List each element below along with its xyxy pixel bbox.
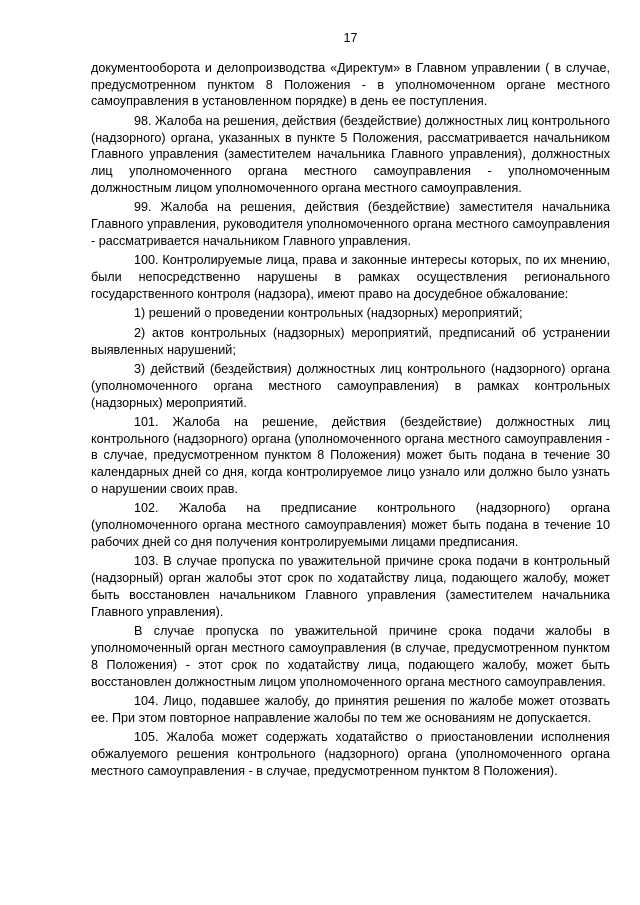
document-page: [91, 30, 610, 782]
paragraph: В случае пропуска по уважительной причине срока подачи жалобы в уполномоченный орган местного самоуправления (в случае, предусмотренном пунктом 8 Положения) - этот срок по ходатайству лица, подающего жалобу, может быть восстановлен должностным лицом уполномоченного органа местного самоуправления.: [91, 624, 610, 689]
paragraph: 102. Жалоба на предписание контрольного (надзорного) органа (уполномоченного органа местного самоуправления) может быть подана в течение 10 рабочих дней со дня получения контролируемыми лицами предписания.: [91, 501, 610, 550]
paragraph: 1) решений о проведении контрольных (надзорных) мероприятий;: [134, 306, 523, 321]
paragraph: 100. Контролируемые лица, права и законные интересы которых, по их мнению, были непосредственно нарушены в рамках осуществления регионального государственного контроля (надзора), имеют право на досудебное обжалование:: [91, 253, 610, 301]
paragraph: 98. Жалоба на решения, действия (бездействие) должностных лиц контрольного (надзорного) органа, указанных в пункте 5 Положения, рассматривается начальником Главного управления (заместителем начальника Главного управления), должностных лиц уполномоченного органа местного самоуправления - уполномоченным должностным лицом уполномоченного органа местного самоуправления.: [91, 113, 611, 195]
document-body: [91, 60, 610, 780]
paragraph: 103. В случае пропуска по уважительной причине срока подачи в контрольный (надзорный) орган жалобы этот срок по ходатайству лица, подающего жалобу, может быть восстановлен начальником Главного управления (заместителем начальника Главного управления).: [91, 554, 610, 619]
paragraph: 105. Жалоба может содержать ходатайство о приостановлении исполнения обжалуемого решения контрольного (надзорного) органа (уполномоченного органа местного самоуправления - в случае, предусмотренном пунктом 8 Положения).: [91, 730, 610, 778]
paragraph: 104. Лицо, подавшее жалобу, до принятия решения по жалобе может отозвать ее. При этом повторное направление жалобы по тем же основаниям не допускается.: [91, 694, 610, 725]
paragraph: 3) действий (бездействия) должностных лиц контрольного (надзорного) органа (уполномоченного органа местного самоуправления) в рамках контрольных (надзорных) мероприятий.: [91, 361, 610, 410]
paragraph: документооборота и делопроизводства «Директум» в Главном управлении ( в случае, предусмотренном пунктом 8 Положения - в уполномоченном органе местного самоуправления в установленном порядке) в день ее поступления.: [91, 60, 610, 109]
page-number: 17: [343, 31, 358, 45]
paragraph: 101. Жалоба на решение, действия (бездействие) должностных лиц контрольного (надзорного) органа (уполномоченного органа местного самоуправления - в случае, предусмотренном пунктом 8 Положения) может быть подана в течение 30 календарных дней со дня, когда контролируемое лицо узнало или должно было узнать о нарушении своих прав.: [91, 414, 610, 497]
paragraph: 99. Жалоба на решения, действия (бездействие) заместителя начальника Главного управления, руководителя уполномоченного органа местного самоуправления - рассматривается начальником Главного управления.: [91, 200, 610, 248]
paragraph: 2) актов контрольных (надзорных) мероприятий, предписаний об устранении выявленных нарушений;: [91, 325, 610, 357]
